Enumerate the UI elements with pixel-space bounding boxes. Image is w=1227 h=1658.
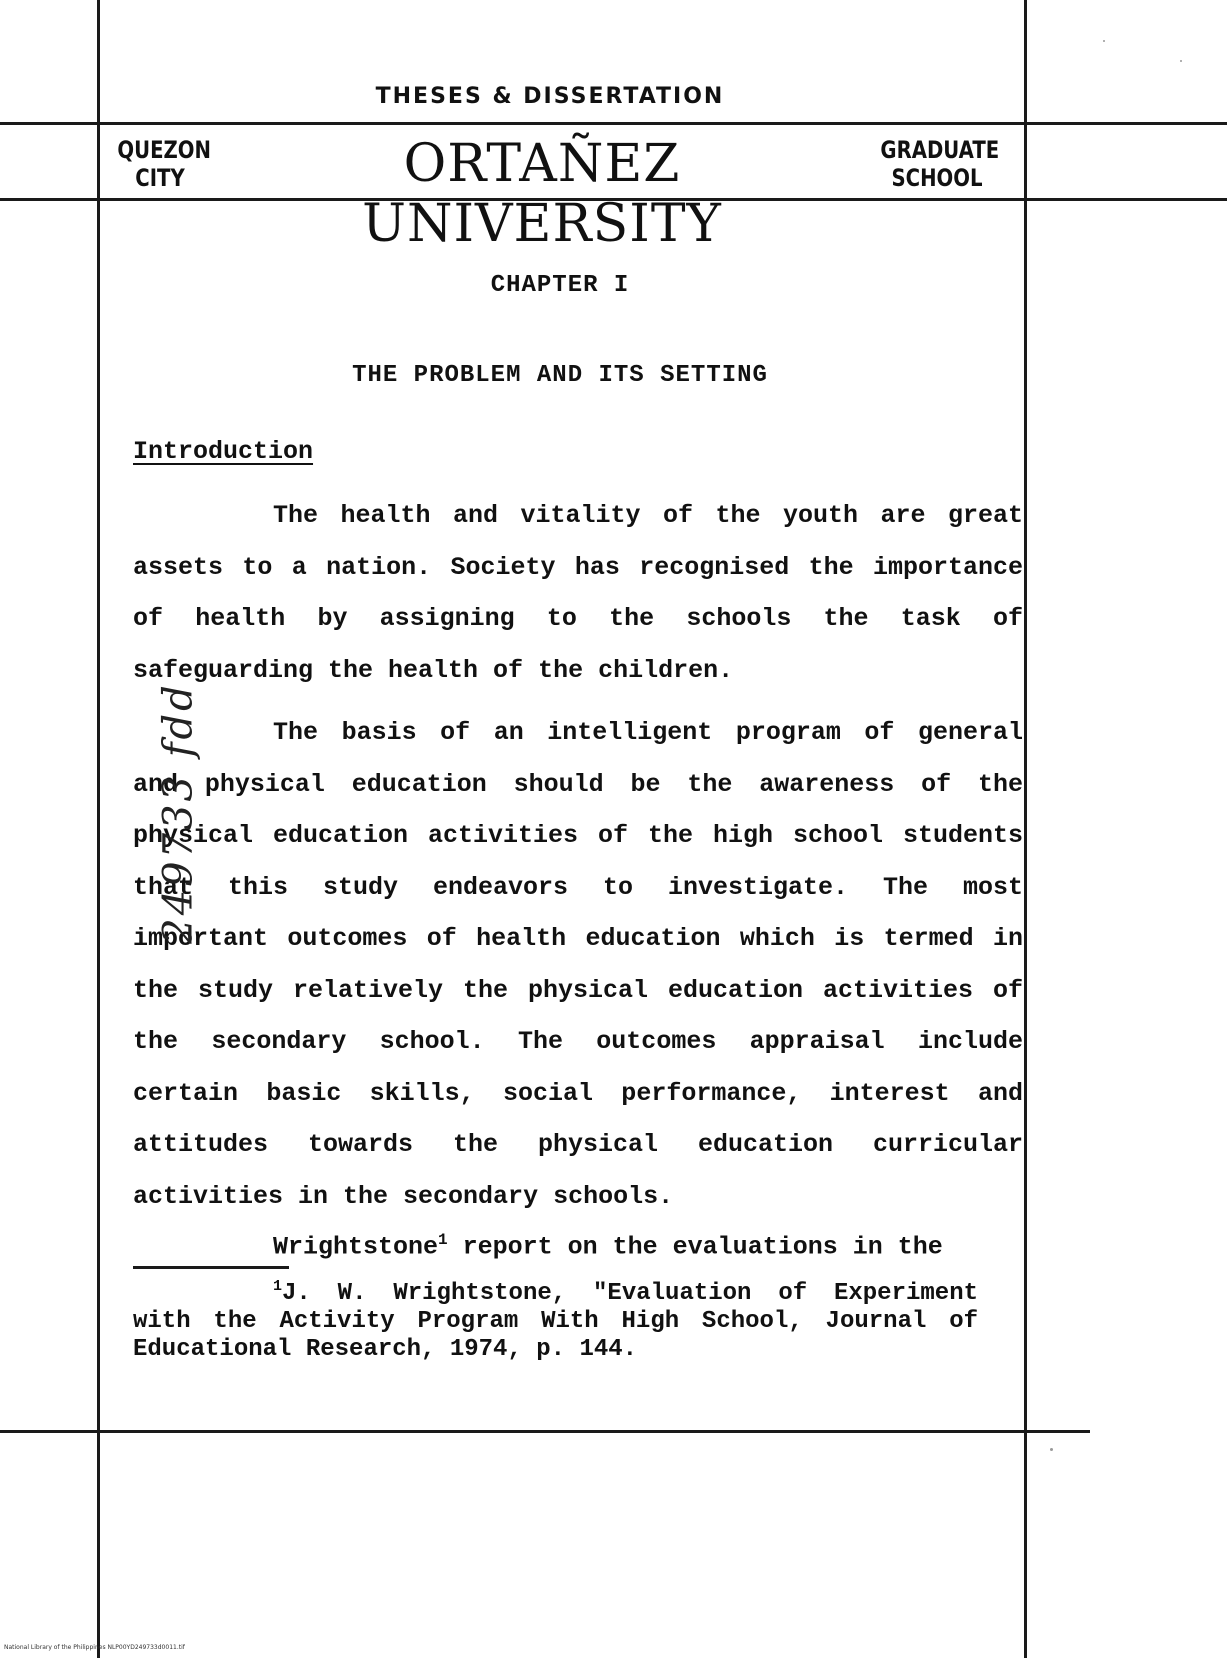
location-label-line2: CITY (135, 164, 185, 192)
handwritten-accession-number: 249733 fdd (155, 682, 202, 944)
paragraph-3 (133, 1215, 1023, 1273)
right-margin-rule (1024, 0, 1027, 1658)
chapter-title: THE PROBLEM AND ITS SETTING (352, 362, 768, 389)
school-label (880, 136, 1000, 192)
school-label-line2: SCHOOL (891, 164, 983, 192)
location-label (117, 136, 211, 192)
left-margin-rule (97, 0, 100, 1658)
scan-credit: National Library of the Philippines NLP00YD249733d0011.tif (4, 1644, 185, 1651)
scan-speck (1180, 60, 1182, 62)
location-label-line1: QUEZON (117, 136, 211, 164)
collection-banner: THESES & DISSERTATION (375, 84, 725, 109)
paragraph-3-text: report on the evaluations in the (447, 1232, 943, 1262)
scan-speck (1103, 40, 1105, 42)
footnote-reference: 1 (438, 1231, 448, 1249)
cited-author: Wrightstone (273, 1232, 439, 1262)
university-name: ORTAÑEZ UNIVERSITY (362, 134, 722, 254)
paragraph-2: The basis of an intelligent program of general and physical education should be the awareness of the physical education activities of the high school students that this study endeavors to investigate. The most important outcomes of health education which is termed in the study relatively the physical education activities of the secondary school. The outcomes appraisal include certain basic skills, social performance, interest and attitudes towards the physical education curricular activities in the secondary schools. (133, 718, 1023, 1211)
footnote-separator (133, 1266, 289, 1269)
footnote-text: J. W. Wrightstone, "Evaluation of Experiment with the Activity Program With High School, Journal of Educational Research, 1974, p. 144. (133, 1280, 978, 1363)
footnote-marker: 1 (273, 1278, 283, 1295)
chapter-number: CHAPTER I (490, 272, 630, 299)
header-top-rule (0, 122, 1227, 125)
footnote (133, 1273, 978, 1364)
school-label-line1: GRADUATE (880, 136, 1000, 164)
paragraph-1: The health and vitality of the youth are great assets to a nation. Society has recognised the importance of health by assigning to the schools the task of safeguarding the health of the children. (133, 501, 1023, 685)
section-heading: Introduction (133, 437, 314, 466)
scan-speck (1050, 1448, 1053, 1451)
footer-rule (0, 1430, 1090, 1433)
